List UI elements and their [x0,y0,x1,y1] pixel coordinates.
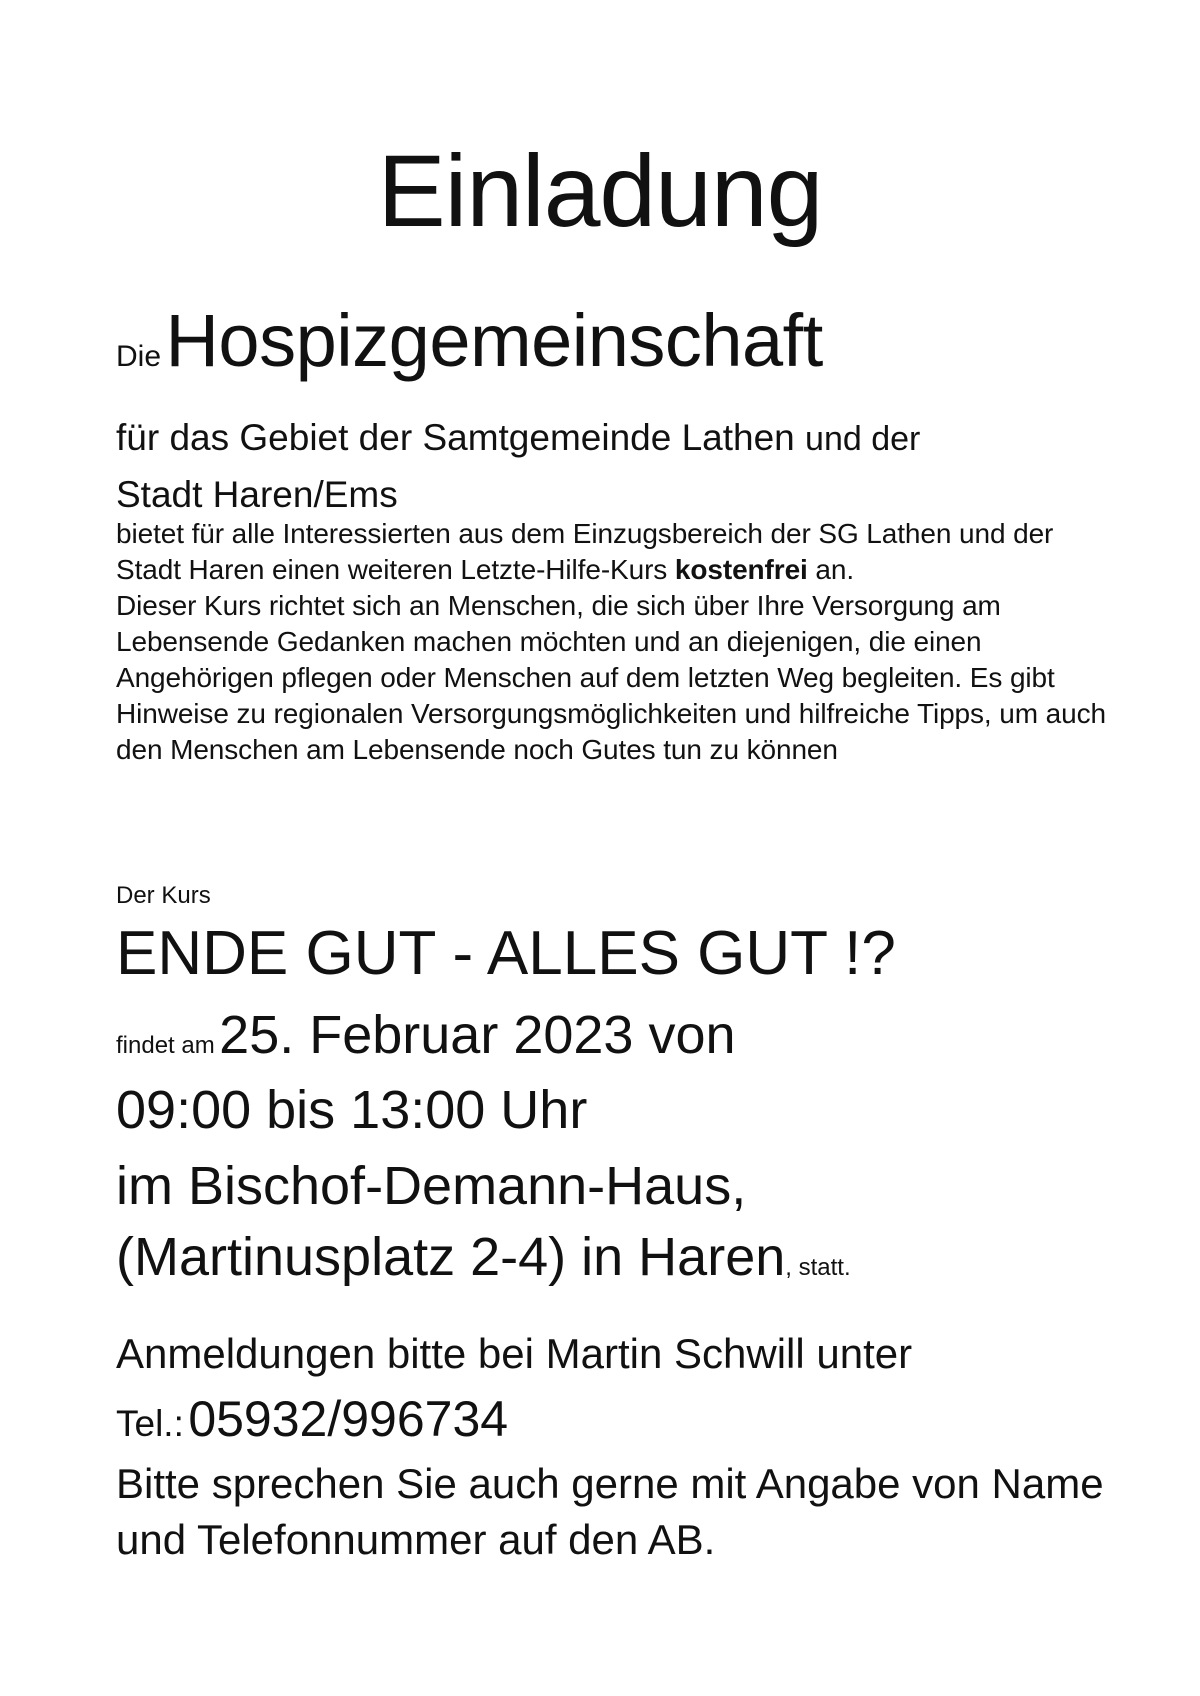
course-venue: im Bischof-Demann-Haus, [116,1156,747,1216]
address-text: (Martinusplatz 2-4) in Haren [116,1227,786,1287]
course-time: 09:00 bis 13:00 Uhr [116,1080,588,1140]
region-line-2: Stadt Haren/Ems [116,474,398,515]
registration-line: Anmeldungen bitte bei Martin Schwill unter [116,1330,913,1377]
organization-name: Hospizgemeinschaft [165,299,823,382]
phone-contact [116,1390,508,1448]
course-title: ENDE GUT - ALLES GUT !? [116,919,896,988]
course-offer-text [116,516,1106,768]
offer-text-end: an. [815,554,855,585]
service-area [116,410,1116,523]
course-address [116,1226,851,1288]
offer-text: bietet für alle Interessierten aus dem Einzugsbereich der SG Lathen und der Stadt Haren einen weiteren Letzte-Hilfe-Kurs [116,518,1054,585]
page-title: Einladung [377,134,823,248]
organization-heading [116,298,823,383]
course-date [116,1004,736,1066]
course-description: Dieser Kurs richtet sich an Menschen, die sich über Ihre Versorgung am Lebensende Gedanken machen möchten und an diejenigen, die einen Angehörigen pflegen oder Menschen auf dem letzten Weg begleiten. Es gibt Hinweise zu regionalen Versorgungsmöglichkeiten und hilfreiche Tipps, um auch den Menschen am Lebensende noch Gutes tun zu können [116,590,1106,765]
region-line-1: für das Gebiet der Samtgemeinde Lathen [116,417,795,458]
phone-number: 05932/996734 [188,1391,509,1447]
region-line-1-suffix: und der [805,420,921,458]
address-suffix: , statt. [785,1254,851,1281]
free-of-charge-highlight: kostenfrei [674,554,808,585]
course-intro: Der Kurs [116,882,211,909]
date-value: 25. Februar 2023 von [219,1005,736,1065]
date-prefix: findet am [116,1032,215,1059]
voicemail-note: Bitte sprechen Sie auch gerne mit Angabe von Name und Telefonnummer auf den AB. [116,1460,1104,1563]
phone-label: Tel.: [116,1403,184,1444]
organization-prefix: Die [116,340,162,373]
